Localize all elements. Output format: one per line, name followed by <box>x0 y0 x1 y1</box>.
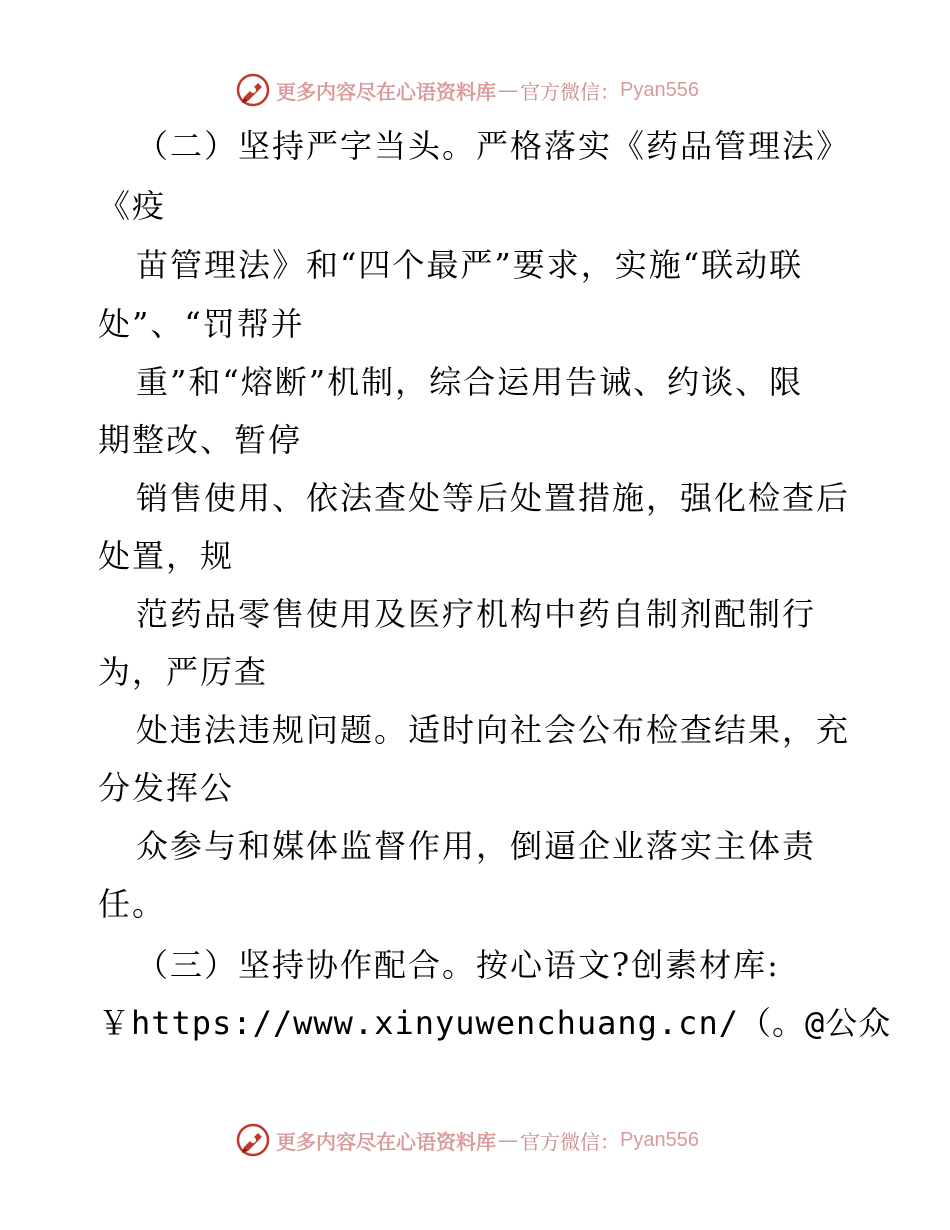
footer-separator: — <box>498 1128 518 1152</box>
body-line-12: 分发挥公 <box>98 769 235 807</box>
pen-logo-icon <box>236 73 270 107</box>
footer-wechat-id: Pyan556 <box>620 1128 699 1151</box>
body-line-8: 处置，规 <box>98 537 235 575</box>
body-line-3: 苗管理法》和“四个最严”要求，实施“联动联 <box>136 246 804 284</box>
header-wechat-id: Pyan556 <box>620 78 699 101</box>
header-separator: — <box>498 78 518 102</box>
body-line-15: （三）坚持协作配合。按心语文?创素材库: <box>136 946 780 984</box>
body-line-1: （二）坚持严字当头。严格落实《药品管理法》 <box>136 127 851 165</box>
footer-wechat-label: 官方微信： <box>520 1129 620 1154</box>
body-line-10: 为，严厉查 <box>98 653 269 691</box>
body-line-2: 《疫 <box>98 187 167 225</box>
body-line-5: 重”和“熔断”机制，综合运用告诫、约谈、限 <box>136 363 804 401</box>
body-line-4: 处”、“罚帮并 <box>98 305 305 343</box>
footer-site-text: 更多内容尽在心语资料库 <box>276 1129 496 1154</box>
header-watermark <box>236 70 699 110</box>
body-line-14: 任。 <box>98 885 167 923</box>
body-line-6: 期整改、暂停 <box>98 421 303 459</box>
body-line-13: 众参与和媒体监督作用，倒逼企业落实主体责 <box>136 827 817 865</box>
header-site-text: 更多内容尽在心语资料库 <box>276 79 496 104</box>
body-line-11: 处违法违规问题。适时向社会公布检查结果，充 <box>136 711 851 749</box>
pen-logo-icon <box>236 1123 270 1157</box>
footer-watermark <box>236 1120 699 1160</box>
body-line-9: 范药品零售使用及医疗机构中药自制剂配制行 <box>136 595 817 633</box>
body-line-16: ￥https://www.xinyuwenchuang.cn/（。@公众 <box>98 1004 892 1042</box>
body-line-7: 销售使用、依法查处等后处置措施，强化检查后 <box>136 479 851 517</box>
header-wechat-label: 官方微信： <box>520 79 620 104</box>
